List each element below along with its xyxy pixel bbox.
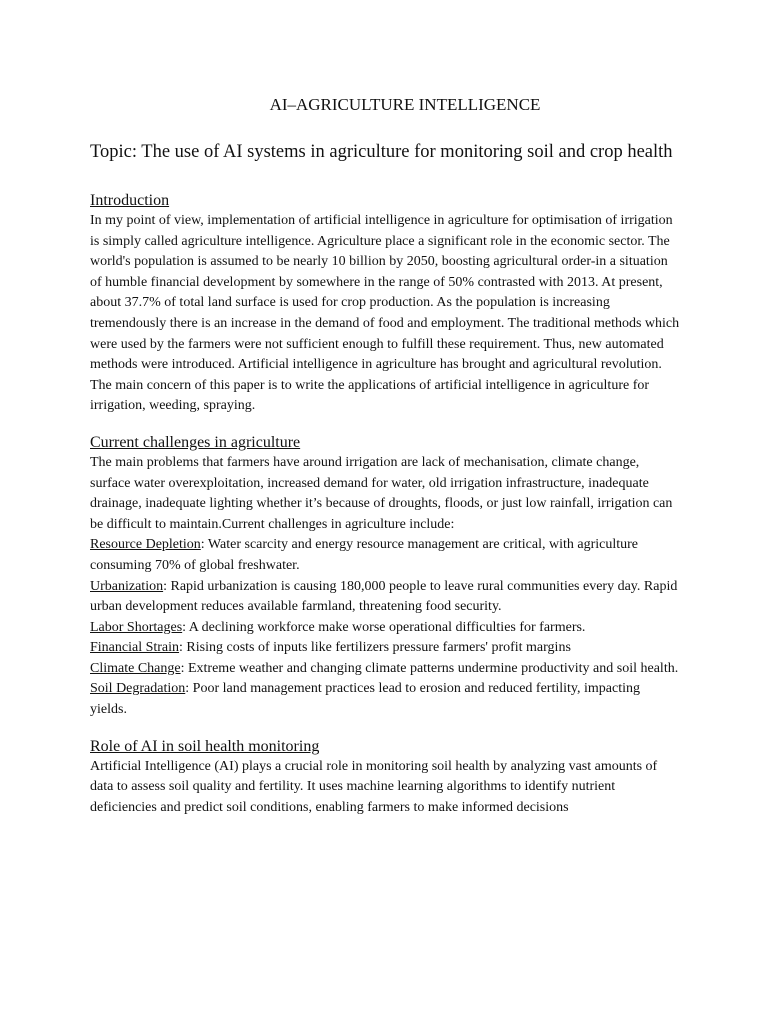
challenge-text: : Rapid urbanization is causing 180,000 people to leave rural communities every day. Rapid urban development reduces available farmland, threatening food security. bbox=[90, 578, 678, 615]
role-paragraph: Artificial Intelligence (AI) plays a crucial role in monitoring soil health by analyzing vast amounts of data to assess soil quality and fertility. It uses machine learning algorithms to identify nutrient deficiencies and predict soil conditions, enabling farmers to make informed decisions bbox=[90, 758, 658, 815]
challenge-item-resource-depletion bbox=[90, 535, 680, 576]
challenge-item-labor-shortages bbox=[90, 618, 680, 639]
document-topic: Topic: The use of AI systems in agriculture for monitoring soil and crop health bbox=[90, 142, 673, 162]
challenge-text: : A declining workforce make worse operational difficulties for farmers. bbox=[182, 619, 586, 635]
challenge-item-climate-change bbox=[90, 659, 680, 680]
challenge-term: Financial Strain bbox=[90, 640, 180, 656]
introduction-heading: Introduction bbox=[90, 192, 170, 209]
challenge-term: Climate Change bbox=[90, 660, 181, 676]
challenge-text: : Extreme weather and changing climate patterns undermine productivity and soil health. bbox=[180, 660, 679, 676]
challenge-text: : Water scarcity and energy resource management are critical, with agriculture consuming 70% of global freshwater. bbox=[90, 537, 639, 573]
challenge-item-financial-strain bbox=[90, 638, 680, 659]
role-heading: Role of AI in soil health monitoring bbox=[90, 737, 320, 755]
document-title: AI–AGRICULTURE INTELLIGENCE bbox=[269, 95, 541, 114]
challenge-term: Resource Depletion bbox=[90, 537, 201, 553]
challenge-text: : Rising costs of inputs like fertilizers pressure farmers' profit margins bbox=[179, 640, 571, 656]
section-spacer bbox=[90, 721, 680, 736]
challenge-term: Labor Shortages bbox=[90, 619, 183, 635]
introduction-paragraph: In my point of view, implementation of artificial intelligence in agriculture for optimisation of irrigation is simply called agriculture intelligence. Agriculture place a significant role in the economic sector. The world's population is assumed to be nearly 10 billion by 2050, boosting agricultural order-in a situation of humble financial development by somewhere in the range of 50% contrasted with 2013. At present, about 37.7% of total land surface is used for crop production. As the population is increasing tremendously there is an increase in the demand of food and employment. The traditional methods which were used by the farmers were not sufficient enough to fulfill these requirement. Thus, new automated methods were introduced. Artificial intelligence in agriculture has brought and agricultural revolution. The main concern of this paper is to write the applications of artificial intelligence in agriculture for irrigation, weeding, spraying. bbox=[90, 213, 680, 414]
section-spacer bbox=[90, 417, 680, 432]
challenges-intro-paragraph: The main problems that farmers have around irrigation are lack of mechanisation, climate change, surface water overexploitation, increased demand for water, old irrigation infrastructure, inadequate drainage, inadequate lighting whether it’s because of droughts, floods, or just low rainfall, irrigation can be difficult to maintain.Current challenges in agriculture include: bbox=[90, 454, 673, 532]
challenges-list bbox=[90, 535, 680, 720]
challenges-heading: Current challenges in agriculture bbox=[90, 433, 301, 451]
challenge-text: : Poor land management practices lead to erosion and reduced fertility, impacting yields. bbox=[90, 681, 640, 718]
challenge-item-soil-degradation bbox=[90, 679, 680, 720]
challenge-term: Soil Degradation bbox=[90, 681, 186, 697]
document-page bbox=[90, 92, 680, 818]
challenge-item-urbanization bbox=[90, 577, 680, 618]
challenge-term: Urbanization bbox=[90, 578, 164, 594]
